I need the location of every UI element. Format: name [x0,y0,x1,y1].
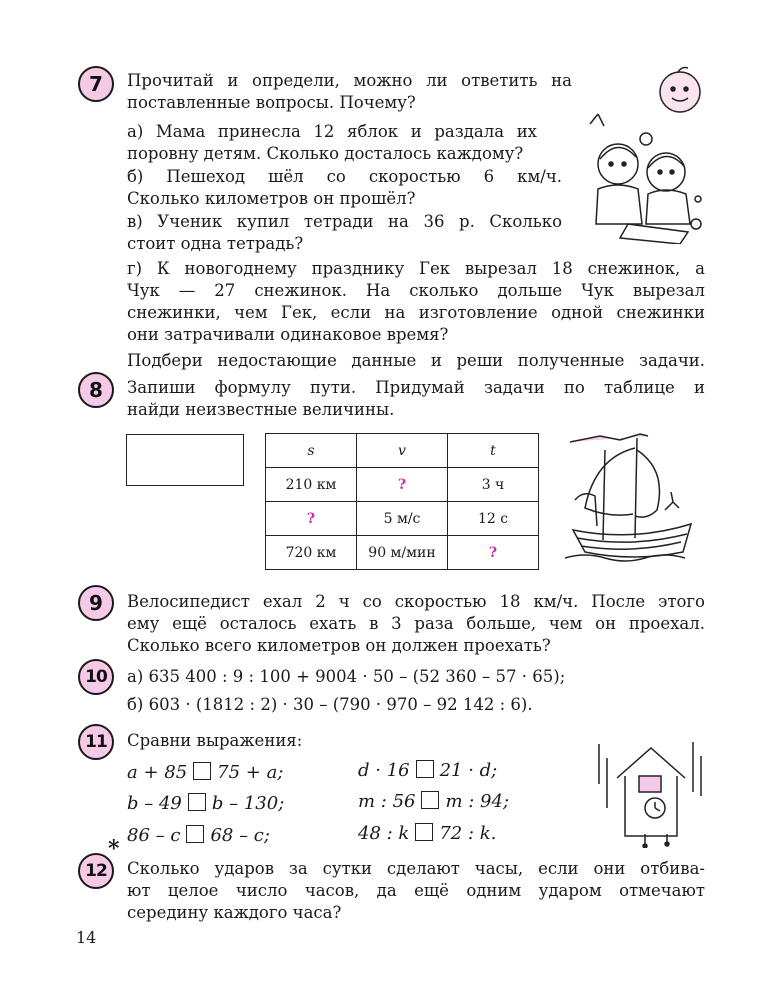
task-number-8: 8 [78,372,114,408]
task-7b-line1: б) Пешеход шёл со скоростью 6 км/ч. [127,167,562,186]
compare-row [358,760,497,782]
column-header-s: s [266,434,357,468]
compare-right: 21 · d; [439,760,498,781]
table-cell: 210 км [266,468,357,502]
task-7d-line4: они затрачивали одинаковое время? [127,325,449,344]
compare-box[interactable] [416,760,434,778]
compare-left: d · 16 [358,760,410,781]
task-7-instruction: Подбери недостающие данные и реши полученные задачи. [127,351,705,370]
compare-box[interactable] [186,825,204,843]
task-8-line2: найди неизвестные величины. [127,400,395,419]
task-7a-line2: поровну детям. Сколько досталось каждому? [127,144,524,163]
children-illustration [578,64,708,244]
compare-right: 75 + a; [217,762,284,783]
compare-row [358,823,496,845]
table-cell: 720 км [266,536,357,570]
task-12-line1: Сколько ударов за сутки сделают часы, если они отбива- [127,859,705,878]
compare-right: 72 : k. [439,823,497,844]
task-7d-line1: г) К новогоднему празднику Гек вырезал 18 снежинок, а [127,259,705,278]
column-header-t: t [448,434,539,468]
task-12-line2: ют целое число часов, да ещё одним ударом отмечают [127,881,705,900]
table-cell: 3 ч [448,468,539,502]
task-7-intro-line2: поставленные вопросы. Почему? [127,93,416,112]
task-number-9: 9 [78,585,114,621]
task-7-intro-line1: Прочитай и определи, можно ли ответить на [127,71,572,90]
compare-left: 86 – c [127,825,181,846]
task-7d-line3: снежинки, чем Гек, если на изготовление одной снежинки [127,303,705,322]
compare-right: b – 130; [211,793,285,814]
task-9-line1: Велосипедист ехал 2 ч со скоростью 18 км/ч. После этого [127,592,705,611]
compare-right: 68 – c; [210,825,270,846]
compare-box[interactable] [421,791,439,809]
compare-box[interactable] [193,762,211,780]
task-11-title: Сравни выражения: [127,731,303,750]
compare-row [127,793,284,815]
cuckoo-clock-illustration [595,738,707,848]
motion-table [265,433,539,570]
page-number: 14 [76,928,97,947]
task-8-line1: Запиши формулу пути. Придумай задачи по таблице и [127,378,705,397]
difficulty-star: * [108,836,120,862]
task-7c-line1: в) Ученик купил тетради на 36 р. Сколько [127,212,562,231]
compare-row [127,825,270,847]
task-10b-expression: б) 603 · (1812 : 2) · 30 – (790 · 970 – 92 142 : 6). [127,695,533,714]
compare-box[interactable] [415,823,433,841]
compare-box[interactable] [188,793,206,811]
compare-row [358,791,509,813]
compare-left: b – 49 [127,793,182,814]
compare-left: m : 56 [358,791,416,812]
task-12-line3: середину каждого часа? [127,903,342,922]
table-cell: 90 м/мин [357,536,448,570]
task-7b-line2: Сколько километров он прошёл? [127,189,416,208]
task-9-line3: Сколько всего километров он должен проехать? [127,636,551,655]
task-7a-line1: а) Мама принесла 12 яблок и раздала их [127,122,537,141]
task-7d-line2: Чук — 27 снежинок. На сколько дольше Чук вырезал [127,281,705,300]
task-number-12: 12 [78,853,114,889]
compare-right: m : 94; [445,791,510,812]
ship-illustration [565,430,700,570]
column-header-v: v [357,434,448,468]
formula-answer-box[interactable] [126,434,244,486]
task-7c-line2: стоит одна тетрадь? [127,234,304,253]
table-cell-unknown: ? [448,536,539,570]
task-number-11: 11 [78,724,114,760]
compare-left: a + 85 [127,762,188,783]
task-number-7: 7 [78,66,114,102]
table-cell: 5 м/с [357,502,448,536]
compare-row [127,762,283,784]
task-number-10: 10 [78,659,114,695]
table-cell-unknown: ? [357,468,448,502]
table-cell: 12 с [448,502,539,536]
apple-face-icon [660,68,700,113]
table-cell-unknown: ? [266,502,357,536]
task-10a-expression: а) 635 400 : 9 : 100 + 9004 · 50 – (52 360 – 57 · 65); [127,667,566,686]
task-9-line2: ему ещё осталось ехать в 3 раза больше, чем он проехал. [127,614,705,633]
compare-left: 48 : k [358,823,410,844]
